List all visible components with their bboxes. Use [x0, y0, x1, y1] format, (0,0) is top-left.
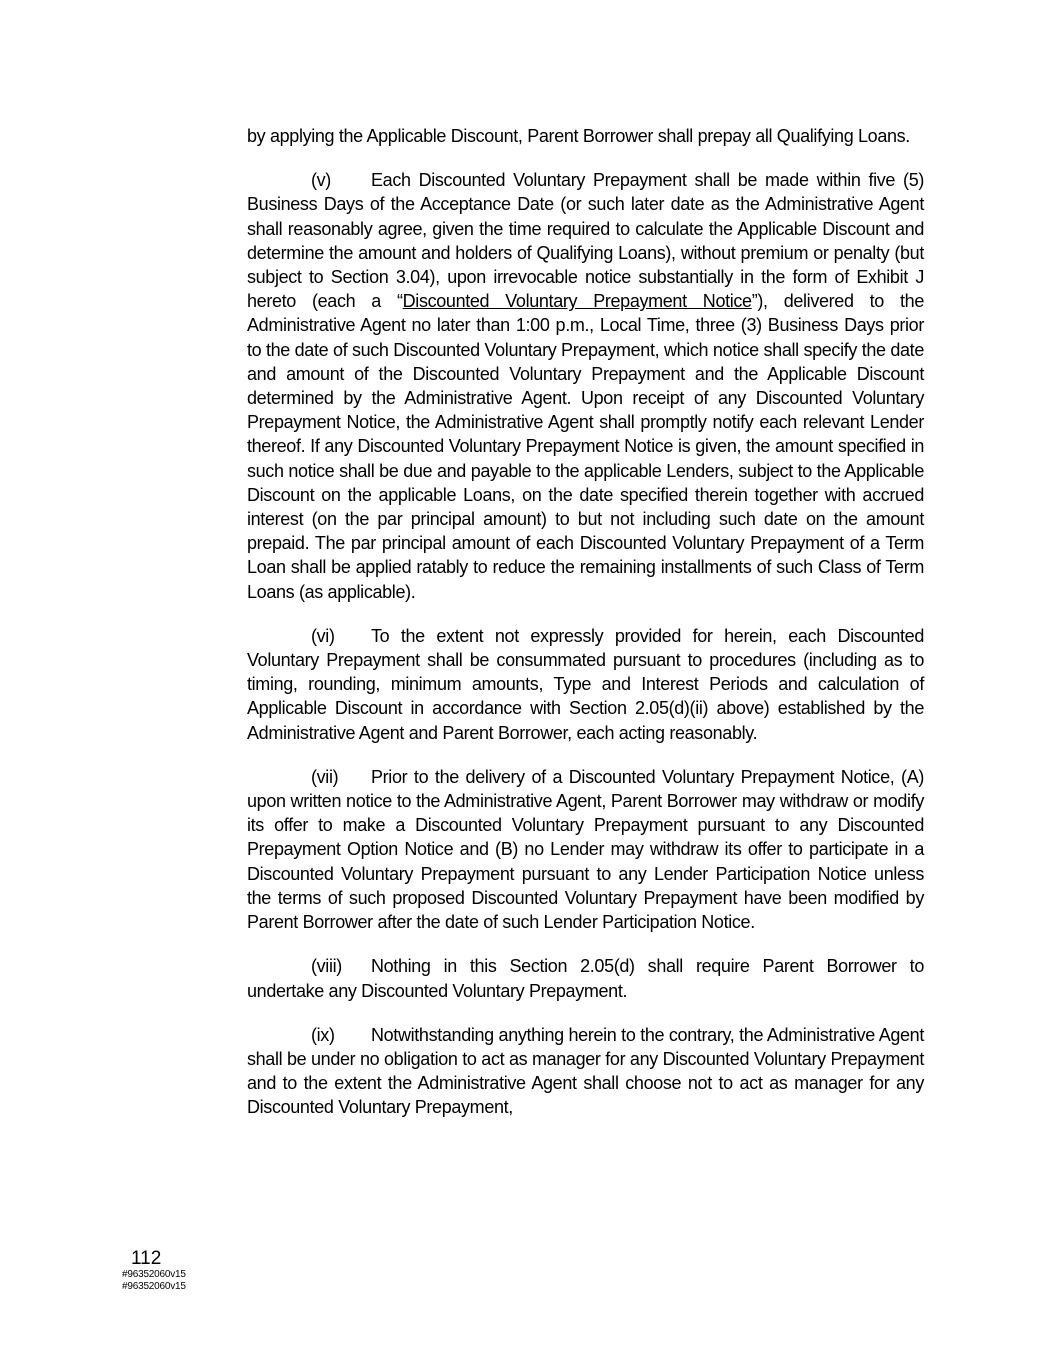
document-id-duplicate: #96352060v15	[122, 1281, 186, 1292]
paragraph-v-text-after: ”), delivered to the Administrative Agent no later than 1:00 p.m., Local Time, three (3) Business Days prior to the date of such Discounted Voluntary Prepayment, which notice shall specify the date and amount of the Discounted Voluntary Prepayment and the Applicable Discount determined by the Administrative Agent. Upon receipt of any Discounted Voluntary Prepayment Notice, the Administrative Agent shall promptly notify each relevant Lender thereof. If any Discounted Voluntary Prepayment Notice is given, the amount specified in such notice shall be due and payable to the applicable Lenders, subject to the Applicable Discount on the applicable Loans, on the date specified therein together with accrued interest (on the par principal amount) to but not including such date on the amount prepaid. The par principal amount of each Discounted Voluntary Prepayment of a Term Loan shall be applied ratably to reduce the remaining installments of such Class of Term Loans (as applicable).	[247, 291, 924, 602]
page-number: 112	[131, 1248, 162, 1269]
paragraph-continued	[247, 124, 924, 148]
paragraph-vi-label: (vi)	[311, 625, 335, 646]
paragraph-viii	[247, 954, 924, 1002]
paragraph-ix-text: Notwithstanding anything herein to the contrary, the Administrative Agent shall be under no obligation to act as manager for any Discounted Voluntary Prepayment and to the extent the Administrative Agent shall choose not to act as manager for any Discounted Voluntary Prepayment,	[247, 1024, 924, 1118]
document-id: #96352060v15	[122, 1269, 186, 1280]
paragraph-viii-label: (viii)	[311, 956, 342, 977]
paragraph-continued-text: by applying the Applicable Discount, Parent Borrower shall prepay all Qualifying Loans.	[247, 126, 910, 146]
paragraph-v-text-before: Each Discounted Voluntary Prepayment shall be made within five (5) Business Days of the Acceptance Date (or such later date as the Administrative Agent shall reasonably agree, given the time required to calculate the Applicable Discount and determine the amount and holders of Qualifying Loans), without premium or penalty (but subject to Section 3.04), upon irrevocable notice substantially in the form of Exhibit J hereto (each a “	[247, 170, 924, 312]
page-footer	[122, 1249, 186, 1293]
document-body	[247, 124, 924, 1140]
defined-term-discounted-voluntary-prepayment-notice: Discounted Voluntary Prepayment Notice	[402, 291, 752, 312]
paragraph-vi	[247, 624, 924, 745]
paragraph-ix-label: (ix)	[311, 1024, 335, 1045]
paragraph-vii	[247, 765, 924, 934]
paragraph-vii-text: Prior to the delivery of a Discounted Voluntary Prepayment Notice, (A) upon written notice to the Administrative Agent, Parent Borrower may withdraw or modify its offer to make a Discounted Voluntary Prepayment pursuant to any Discounted Prepayment Option Notice and (B) no Lender may withdraw its offer to participate in a Discounted Voluntary Prepayment pursuant to any Lender Participation Notice unless the terms of such proposed Discounted Voluntary Prepayment have been modified by Parent Borrower after the date of such Lender Participation Notice.	[247, 766, 924, 933]
paragraph-ix	[247, 1023, 924, 1120]
paragraph-vii-label: (vii)	[311, 766, 339, 787]
paragraph-v	[247, 168, 924, 604]
paragraph-v-label: (v)	[311, 170, 331, 191]
paragraph-vi-text: To the extent not expressly provided for herein, each Discounted Voluntary Prepayment shall be consummated pursuant to procedures (including as to timing, rounding, minimum amounts, Type and Interest Periods and calculation of Applicable Discount in accordance with Section 2.05(d)(ii) above) established by the Administrative Agent and Parent Borrower, each acting reasonably.	[247, 625, 924, 743]
paragraph-viii-text: Nothing in this Section 2.05(d) shall require Parent Borrower to undertake any Discounted Voluntary Prepayment.	[247, 956, 924, 1001]
